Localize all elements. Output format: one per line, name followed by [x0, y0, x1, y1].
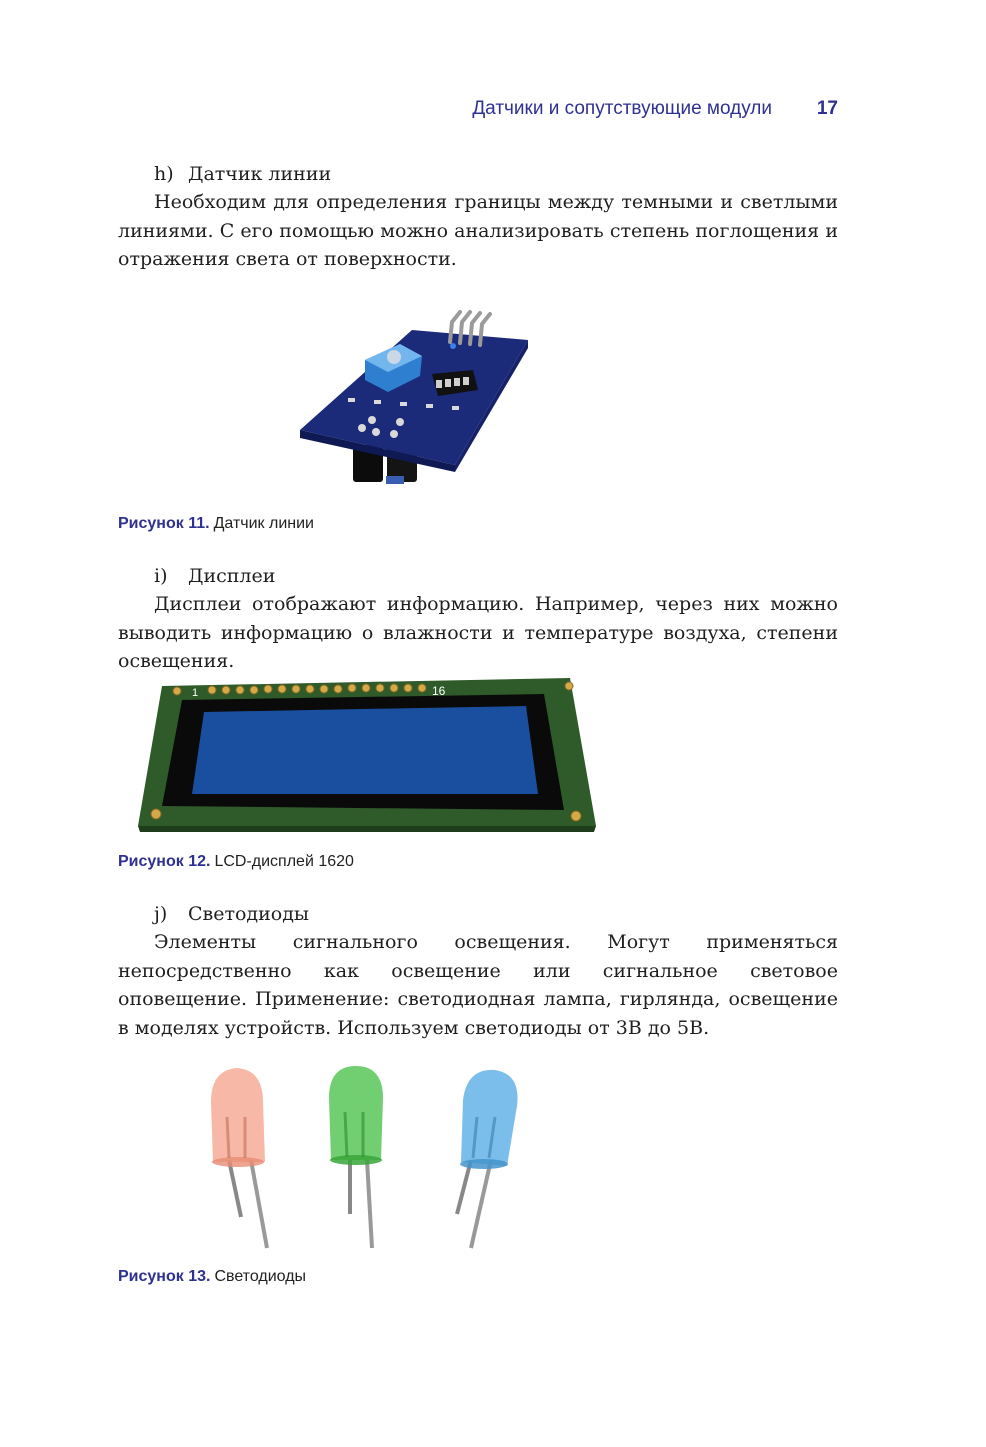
figure-label: Рисунок 13.	[118, 1268, 211, 1285]
line-sensor-figure	[290, 300, 540, 490]
figure-label: Рисунок 11.	[118, 515, 210, 532]
lcd-screen	[192, 706, 538, 794]
paragraph-line-sensor: Необходим для определения границы между темными и светлыми линиями. С его помощью можно анализировать степень поглощения и отражения света от поверхности.	[118, 191, 838, 270]
running-head-title: Датчики и сопутствующие модули	[472, 98, 772, 119]
paragraph-displays: Дисплеи отображают информацию. Например, через них можно выводить информацию о влажности и температуре воздуха, степени освещения.	[118, 593, 838, 672]
section-heading-leds	[154, 900, 309, 928]
page-number: 17	[816, 98, 838, 119]
pin-label-last: 16	[432, 684, 446, 698]
figure-caption-text: Светодиоды	[214, 1268, 307, 1285]
ir-sensor-lens	[386, 476, 404, 484]
section-heading-displays	[154, 562, 275, 590]
leds-figure	[195, 1062, 545, 1254]
section-title: Светодиоды	[188, 903, 310, 925]
section-marker: j)	[154, 903, 168, 925]
section-marker: h)	[154, 163, 174, 185]
section-title: Дисплеи	[188, 565, 276, 587]
pin-label-first: 1	[192, 687, 199, 699]
figure-caption-text: Датчик линии	[213, 515, 314, 532]
power-led	[450, 343, 456, 349]
section-title: Датчик линии	[188, 163, 332, 185]
figure-label: Рисунок 12.	[118, 853, 211, 870]
figure-caption-13	[118, 1268, 306, 1286]
red-led	[211, 1068, 267, 1248]
figure-caption-text: LCD-дисплей 1620	[214, 853, 354, 870]
potentiometer-knob	[387, 350, 401, 364]
figure-caption-11	[118, 515, 314, 533]
figure-caption-12	[118, 853, 354, 871]
paragraph-leds: Элементы сигнального освещения. Могут применяться непосредственно как освещение или сигнальное световое оповещение. Применение: светодиодная лампа, гирлянда, освещение в моделях устройств. Используем светодиоды от 3В до 5В.	[118, 931, 838, 1039]
blue-led	[457, 1070, 518, 1248]
lcd-display-figure	[134, 676, 598, 836]
section-heading-line-sensor	[154, 160, 331, 188]
green-led	[329, 1066, 383, 1248]
section-marker: i)	[154, 565, 168, 587]
